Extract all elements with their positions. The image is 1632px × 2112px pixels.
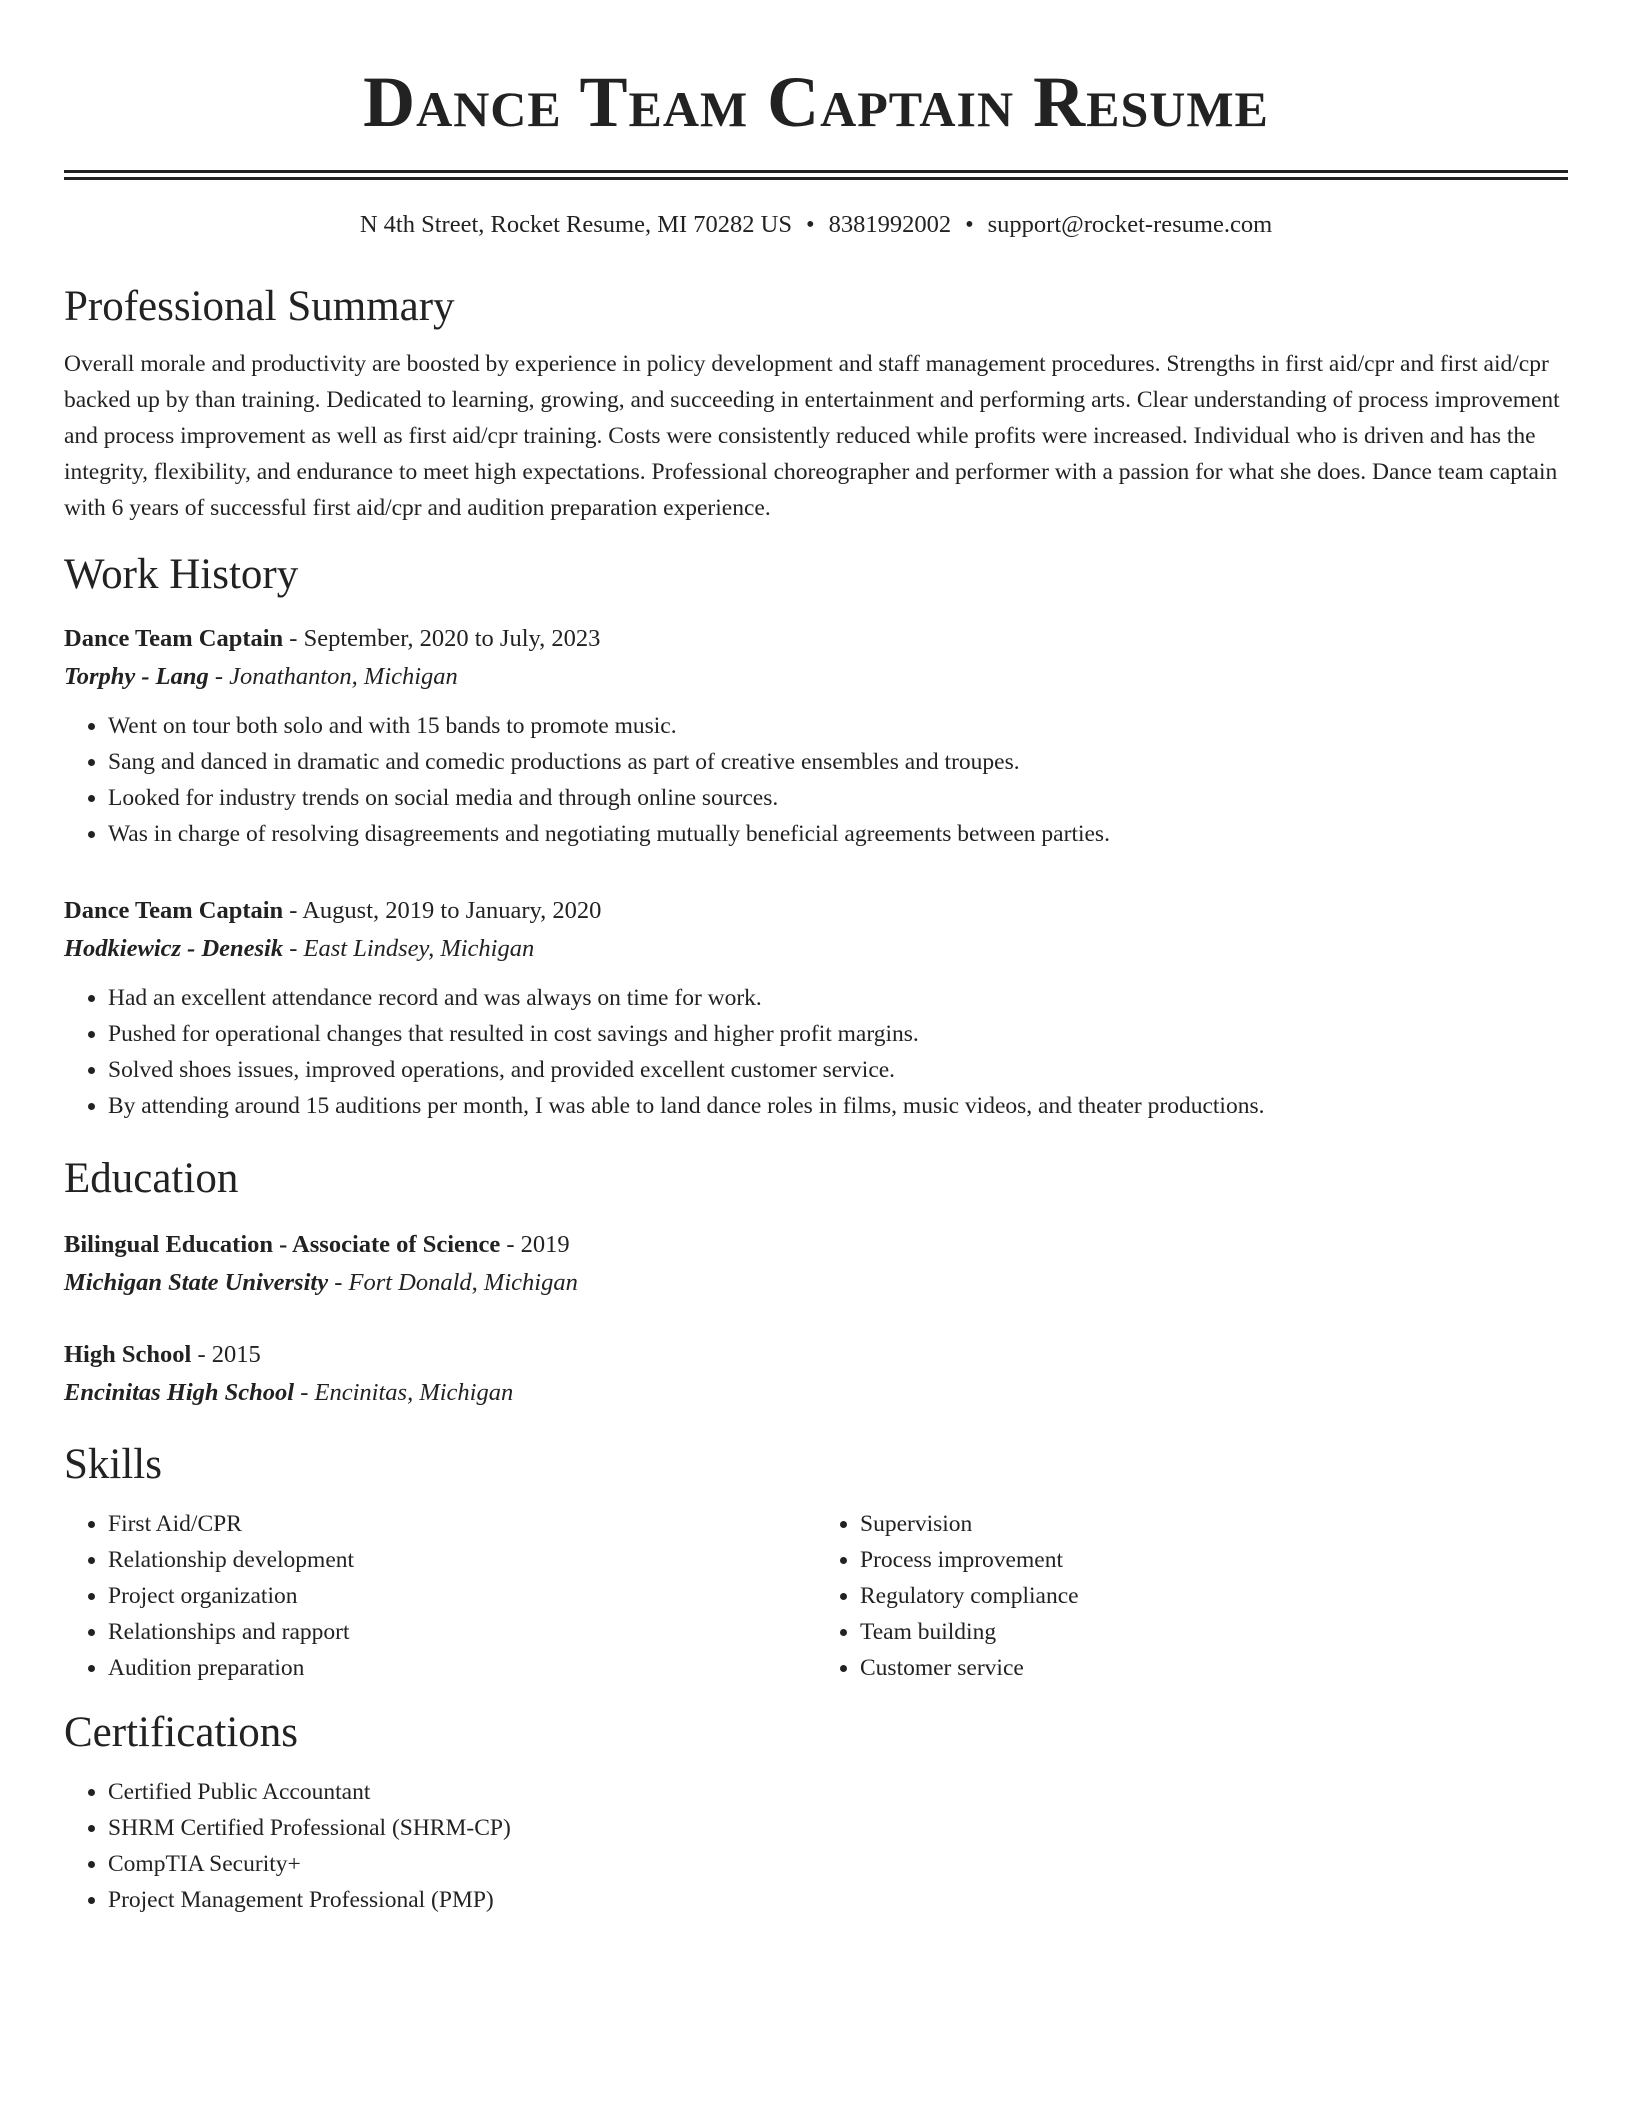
resume-page [64,0,1568,1918]
skills-columns [64,1506,1568,1686]
job-bullet: • Looked for industry trends on social media and through online sources. [108,780,1568,816]
job-bullet: • Had an excellent attendance record and was always on time for work. [108,980,1568,1016]
skill-item: • First Aid/CPR [108,1506,816,1542]
skill-item: • Audition preparation [108,1650,816,1686]
certification-item: • SHRM Certified Professional (SHRM-CP) [108,1810,1568,1846]
job-company: Hodkiewicz - Denesik [64,935,284,962]
education-year: - 2015 [191,1341,261,1368]
skill-item: • Project organization [108,1578,816,1614]
job-title: Dance Team Captain [64,897,284,924]
contact-line [64,208,1568,242]
contact-separator: • [805,211,815,238]
certification-item: • CompTIA Security+ [108,1846,1568,1882]
education-entry [64,1336,1568,1412]
title-double-rule [64,170,1568,180]
certifications-list [64,1774,1568,1918]
education-degree: High School [64,1341,192,1368]
job-bullet: • Was in charge of resolving disagreements and negotiating mutually beneficial agreements between parties. [108,816,1568,852]
skill-item: • Supervision [860,1506,1568,1542]
job-entry [64,892,1568,1124]
job-entry [64,620,1568,852]
job-bullets [64,708,1568,852]
job-bullet: • Solved shoes issues, improved operations, and provided excellent customer service. [108,1052,1568,1088]
work-history-heading: Work History [64,551,299,598]
job-dates: - August, 2019 to January, 2020 [283,897,602,924]
certifications-heading: Certifications [64,1709,299,1756]
skill-item: • Team building [860,1614,1568,1650]
education-entry [64,1226,1568,1302]
skill-item: • Customer service [860,1650,1568,1686]
job-company-line [64,930,1568,968]
education-degree-line [64,1336,1568,1374]
education-school-line [64,1374,1568,1412]
education-year: - 2019 [500,1231,570,1258]
job-bullet: • Sang and danced in dramatic and comedic productions as part of creative ensembles and troupes. [108,744,1568,780]
contact-email: support@rocket-resume.com [987,211,1273,238]
job-bullet: • Pushed for operational changes that resulted in cost savings and higher profit margins. [108,1016,1568,1052]
education-school: Michigan State University [64,1269,329,1296]
skill-item: • Relationships and rapport [108,1614,816,1650]
job-title-line [64,892,1568,930]
education-location: - Fort Donald, Michigan [328,1269,578,1296]
summary-heading: Professional Summary [64,283,455,330]
skill-item: • Process improvement [860,1542,1568,1578]
job-location: - Jonathanton, Michigan [208,663,458,690]
job-bullet: • Went on tour both solo and with 15 bands to promote music. [108,708,1568,744]
job-dates: - September, 2020 to July, 2023 [283,625,601,652]
education-degree-line [64,1226,1568,1264]
job-bullets [64,980,1568,1124]
skill-item: • Relationship development [108,1542,816,1578]
job-company: Torphy - Lang [64,663,209,690]
job-bullet: • By attending around 15 auditions per month, I was able to land dance roles in films, music videos, and theater productions. [108,1088,1568,1124]
skills-left-list [64,1506,816,1686]
education-heading: Education [64,1155,239,1202]
job-title: Dance Team Captain [64,625,284,652]
certification-item: • Certified Public Accountant [108,1774,1568,1810]
resume-title: Dance Team Captain Resume [363,62,1269,142]
contact-address: N 4th Street, Rocket Resume, MI 70282 US [359,211,792,238]
job-company-line [64,658,1568,696]
education-degree: Bilingual Education - Associate of Science [64,1231,501,1258]
education-school-line [64,1264,1568,1302]
skills-heading: Skills [64,1441,162,1488]
job-location: - East Lindsey, Michigan [283,935,535,962]
contact-separator: • [965,211,974,238]
certification-item: • Project Management Professional (PMP) [108,1882,1568,1918]
contact-phone: 8381992002 [828,211,952,238]
skills-right-list [816,1506,1568,1686]
education-location: - Encinitas, Michigan [294,1379,514,1406]
summary-text: Overall morale and productivity are boosted by experience in policy development and staff management procedures. Strengths in first aid/cpr and first aid/cpr backed up by than training. Dedicated to learning, growing, and succeeding in entertainment and performing arts. Clear understanding of process improvement and process improvement as well as first aid/cpr training. Costs were consistently reduced while profits were increased. Individual who is driven and has the integrity, flexibility, and endurance to meet high expectations. Professional choreographer and performer with a passion for what she does. Dance team captain with 6 years of successful first aid/cpr and audition preparation experience. [64,351,1560,521]
education-school: Encinitas High School [64,1379,295,1406]
skill-item: • Regulatory compliance [860,1578,1568,1614]
job-title-line [64,620,1568,658]
